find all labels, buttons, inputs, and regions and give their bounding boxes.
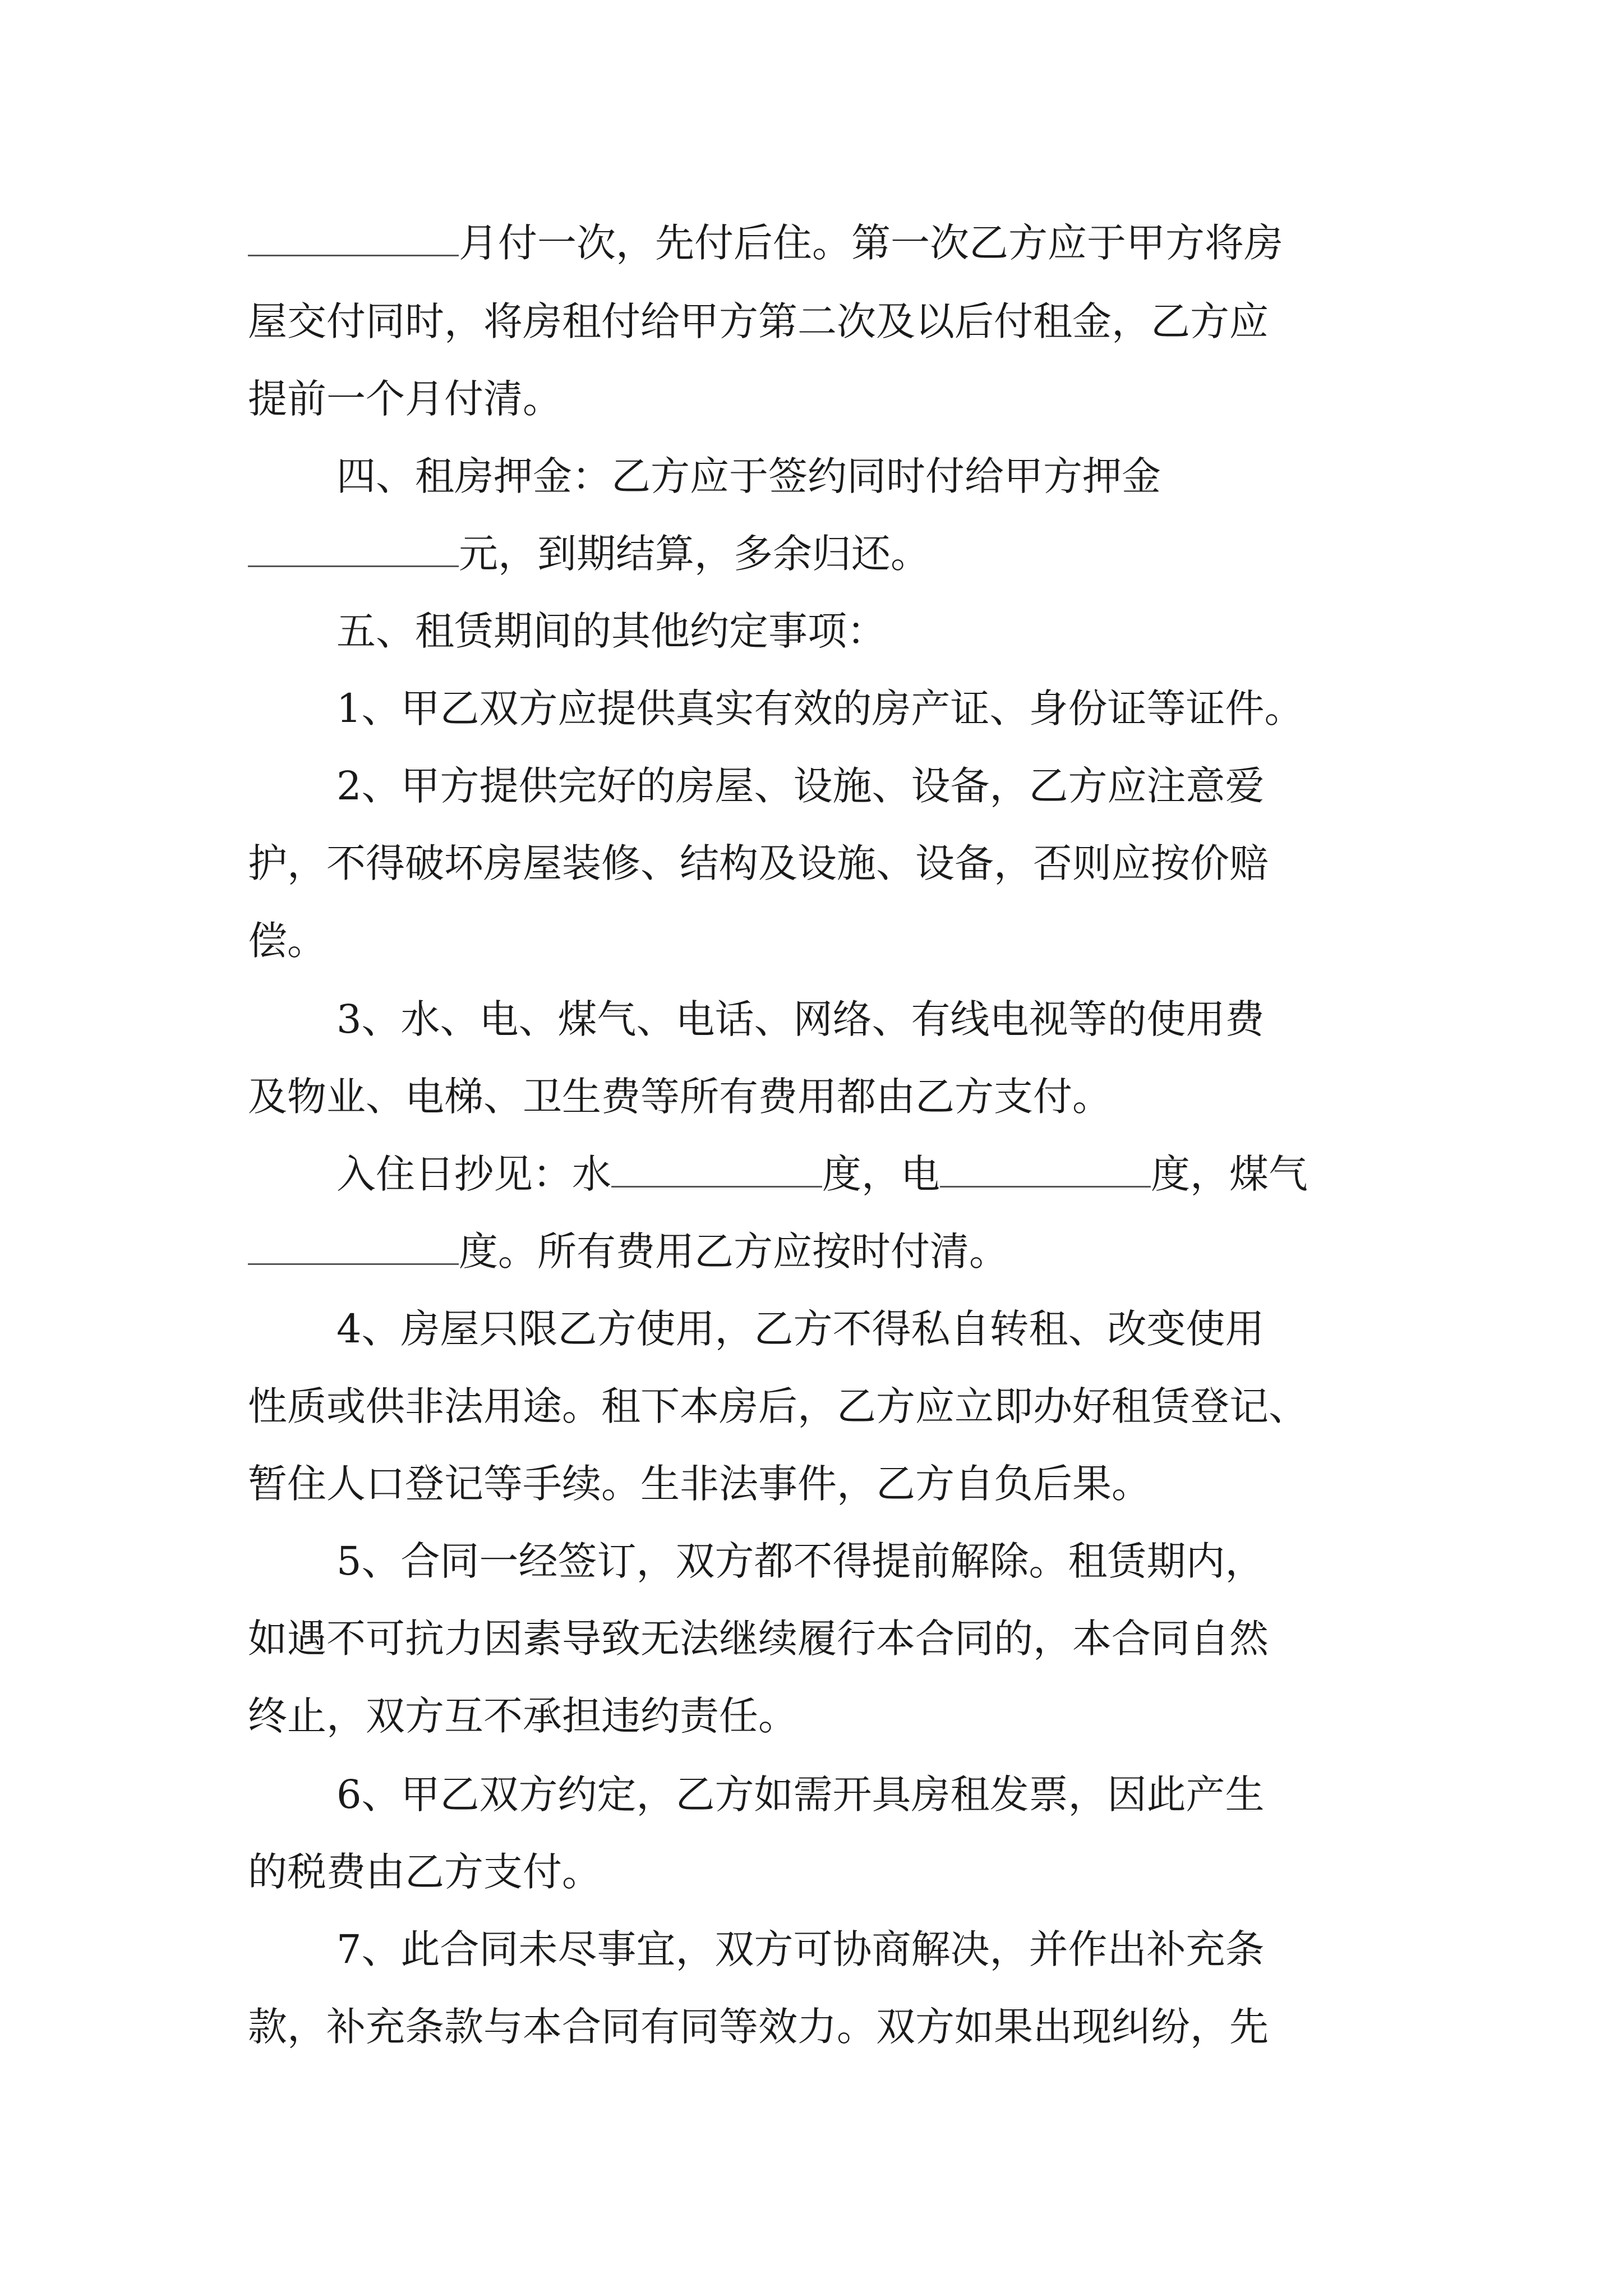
text-line-6 [336,600,1481,662]
text-line-17 [248,1453,1392,1515]
text-line-23 [336,1918,1481,1980]
line-text: 四、租房押金：乙方应于签约同时付给甲方押金 [336,453,1161,499]
text-line-19 [248,1608,1392,1669]
line-text: 3、水、电、煤气、电话、网络、有线电视等的使用费 [336,996,1265,1042]
fill-in-blank-gas [248,1227,459,1265]
line-text: 4、房屋只限乙方使用，乙方不得私自转租、改变使用 [336,1306,1265,1352]
text-line-7 [336,678,1481,739]
text-line-1 [248,212,1392,274]
line-text: 屋交付同时，将房租付给甲方第二次及以后付租金，乙方应 [248,298,1269,344]
meter-label-water: 入住日抄见：水 [336,1151,611,1197]
text-line-13 [336,1143,1481,1205]
meter-label-electricity: 度，电 [822,1151,940,1197]
line-text: 五、租赁期间的其他约定事项： [336,608,886,654]
text-line-11 [336,988,1481,1050]
text-line-4 [336,445,1481,507]
line-text: 性质或供非法用途。租下本房后，乙方应立即办好租赁登记、 [248,1383,1308,1429]
line-text: 偿。 [248,918,326,964]
line-text: 及物业、电梯、卫生费等所有费用都由乙方支付。 [248,1074,1112,1120]
text-line-10 [248,910,1392,972]
line-text: 的税费由乙方支付。 [248,1849,601,1895]
text-line-24 [248,1996,1392,2058]
line-text: 如遇不可抗力因素导致无法继续履行本合同的，本合同自然 [248,1616,1269,1662]
line-text: 款，补充条款与本合同有同等效力。双方如果出现纠纷，先 [248,2004,1269,2050]
line-text: 2、甲方提供完好的房屋、设施、设备，乙方应注意爱 [336,763,1265,809]
line-text: 暂住人口登记等手续。生非法事件，乙方自负后果。 [248,1461,1151,1507]
line-text: 终止，双方互不承担违约责任。 [248,1693,797,1739]
text-line-2 [248,291,1392,352]
fill-in-blank [248,530,459,567]
line-text: 6、甲乙双方约定，乙方如需开具房租发票，因此产生 [336,1772,1265,1818]
meter-label-gas: 度，煤气 [1151,1151,1308,1197]
line-text: 提前一个月付清。 [248,376,562,422]
text-line-8 [336,755,1481,817]
fill-in-blank-water [611,1150,822,1188]
text-line-16 [248,1375,1392,1437]
text-line-12 [248,1066,1392,1128]
line-text: 月付一次，先付后住。第一次乙方应于甲方将房 [459,220,1283,266]
text-line-14 [248,1221,1392,1282]
line-text: 7、此合同未尽事宜，双方可协商解决，并作出补充条 [336,1926,1265,1972]
line-text: 度。所有费用乙方应按时付清。 [459,1228,1008,1274]
line-text: 5、合同一经签订，双方都不得提前解除。租赁期内， [336,1538,1265,1584]
text-line-15 [336,1298,1481,1360]
text-line-21 [336,1764,1481,1825]
text-line-18 [336,1530,1481,1592]
text-line-5 [248,523,1392,585]
text-line-3 [248,368,1392,430]
line-text: 1、甲乙双方应提供真实有效的房产证、身份证等证件。 [336,685,1304,731]
fill-in-blank [248,219,459,256]
line-text: 元，到期结算，多余归还。 [459,531,930,577]
line-text: 护，不得破坏房屋装修、结构及设施、设备，否则应按价赔 [248,840,1269,886]
text-line-9 [248,832,1392,894]
text-line-22 [248,1841,1392,1903]
text-line-20 [248,1685,1392,1747]
fill-in-blank-electricity [940,1150,1151,1188]
